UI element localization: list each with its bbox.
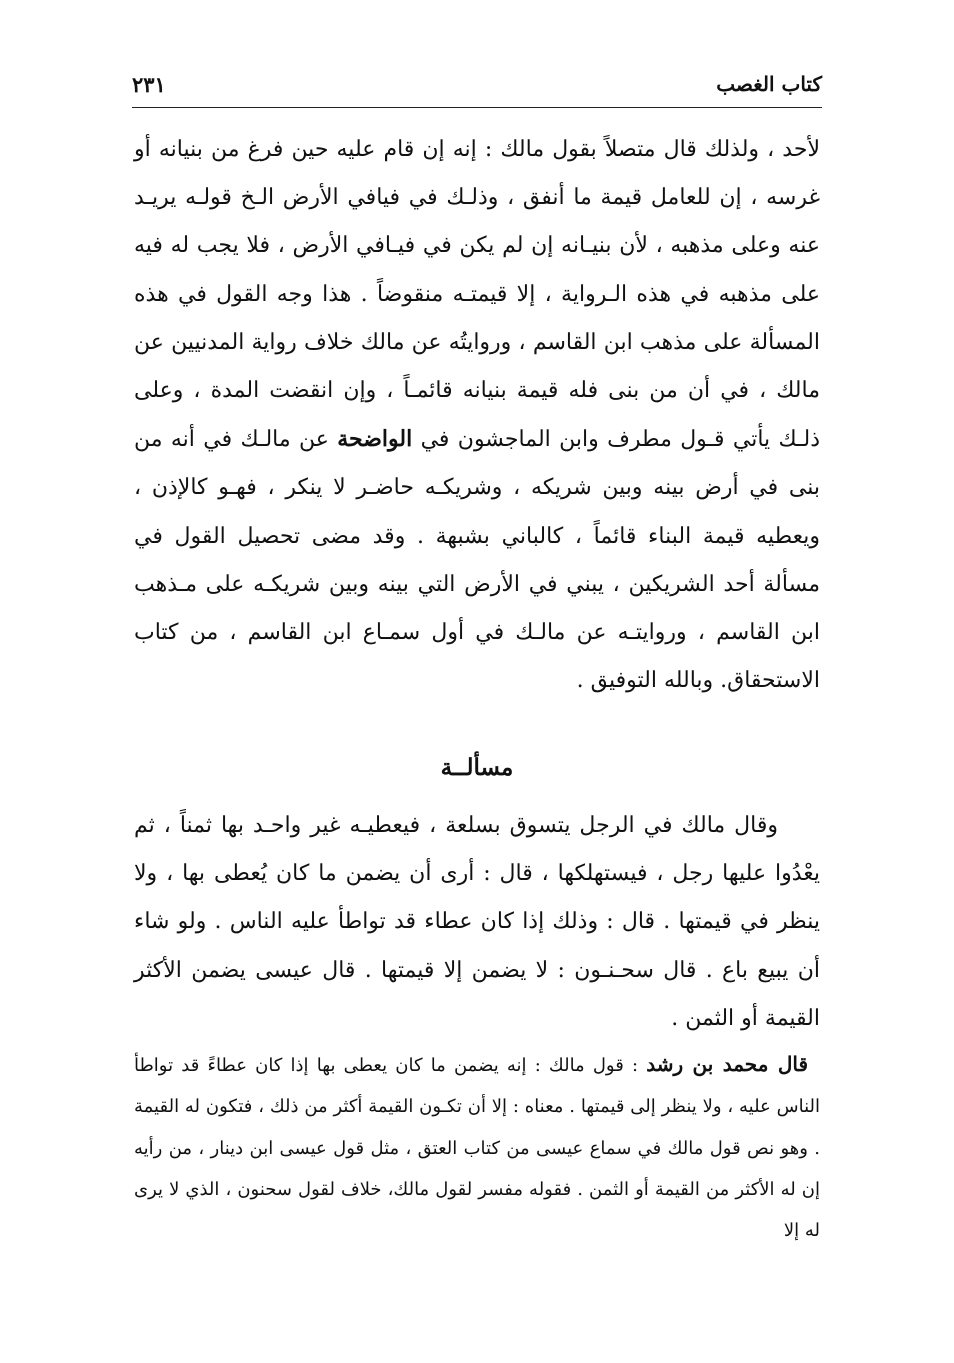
main-paragraph-part-2: عن مالـك في أنه من بنى في أرض بينه وبين شريكه ، وشريكـه حاضـر لا ينكر ، فهـو كالإذن ، ويعطيه قيمة البناء قائماً ، كالباني بشبهة . وقد مضى تحصيل القول في مسألة أحد الشريكين ، يبني في الأرض التي بينه وبين شريكـه على مـذهب ابن القاسم ، وروايتـه عن مالـك في أول سمـاع ابن القاسم ، من كتاب الاستحقاق. وبالله التوفيق . bbox=[134, 427, 820, 694]
commentary-lead: قال محمد بن رشد bbox=[646, 1052, 809, 1076]
main-text-block bbox=[134, 126, 820, 705]
main-paragraph bbox=[134, 126, 820, 705]
page-number: ٢٣١ bbox=[132, 72, 166, 97]
commentary-block bbox=[134, 1044, 820, 1251]
running-header bbox=[132, 70, 822, 106]
header-rule bbox=[132, 107, 822, 108]
main-paragraph-part-1: لأحد ، ولذلك قال متصلاً بقول مالك : إنه إن قام عليه حين فرغ من بنيانه أو غرسه ، إن للعامل قيمة ما أنفق ، وذلـك في فيافي الأرض الـخ قولـه يريـد عنه وعلى مذهبه ، لأن بنيـانه إن لم يكن في فيـافي الأرض ، فلا يجب له فيه على مذهبه في هذه الـرواية ، إلا قيمتـه منقوضاً . هذا وجه القول في هذه المسألة على مذهب ابن القاسم ، وروايتُه عن مالك خلاف رواية المدنيين عن مالك ، في أن من بنى فله قيمة بنيانه قائمـاً ، وإن انقضت المدة ، وعلى ذلـك يأتي قـول مطرف وابن الماجشون في bbox=[134, 137, 820, 453]
book-reference: الواضحة bbox=[337, 426, 413, 453]
commentary-text: : قول مالك : إنه يضمن ما كان يعطى بها إذا كان عطاءً قد تواطأ الناس عليه ، ولا ينظر إلى قيمتها . معناه : إلا أن تكـون القيمة أكثر من ذلك ، فتكون له القيمة . وهو نص قول مالك في سماع عيسى من كتاب العتق ، مثل قول عيسى ابن دينار ، من رأيه إن له الأكثر من القيمة أو الثمن . فقوله مفسر لقول مالك، خلاف لقول سحنون ، الذي لا يرى له إلا bbox=[134, 1055, 820, 1242]
chapter-title: كتاب الغصب bbox=[716, 72, 822, 96]
section-heading: مسألــة bbox=[440, 754, 514, 781]
section-text: وقال مالك في الرجل يتسوق بسلعة ، فيعطيـه غير واحـد بها ثمناً ، ثم يعْدُوا عليها رجل ، فيستهلكها ، قال : أرى أن يضمن ما كان يُعطى بها ، ولا ينظر في قيمتها . قال : وذلك إذا كان عطاء قد تواطأ عليه الناس . ولو شاء أن يبيع باع . قال سحـنـون : لا يضمن إلا قيمتها . قال عيسى يضمن الأكثر القيمة أو الثمن . bbox=[134, 813, 820, 1031]
